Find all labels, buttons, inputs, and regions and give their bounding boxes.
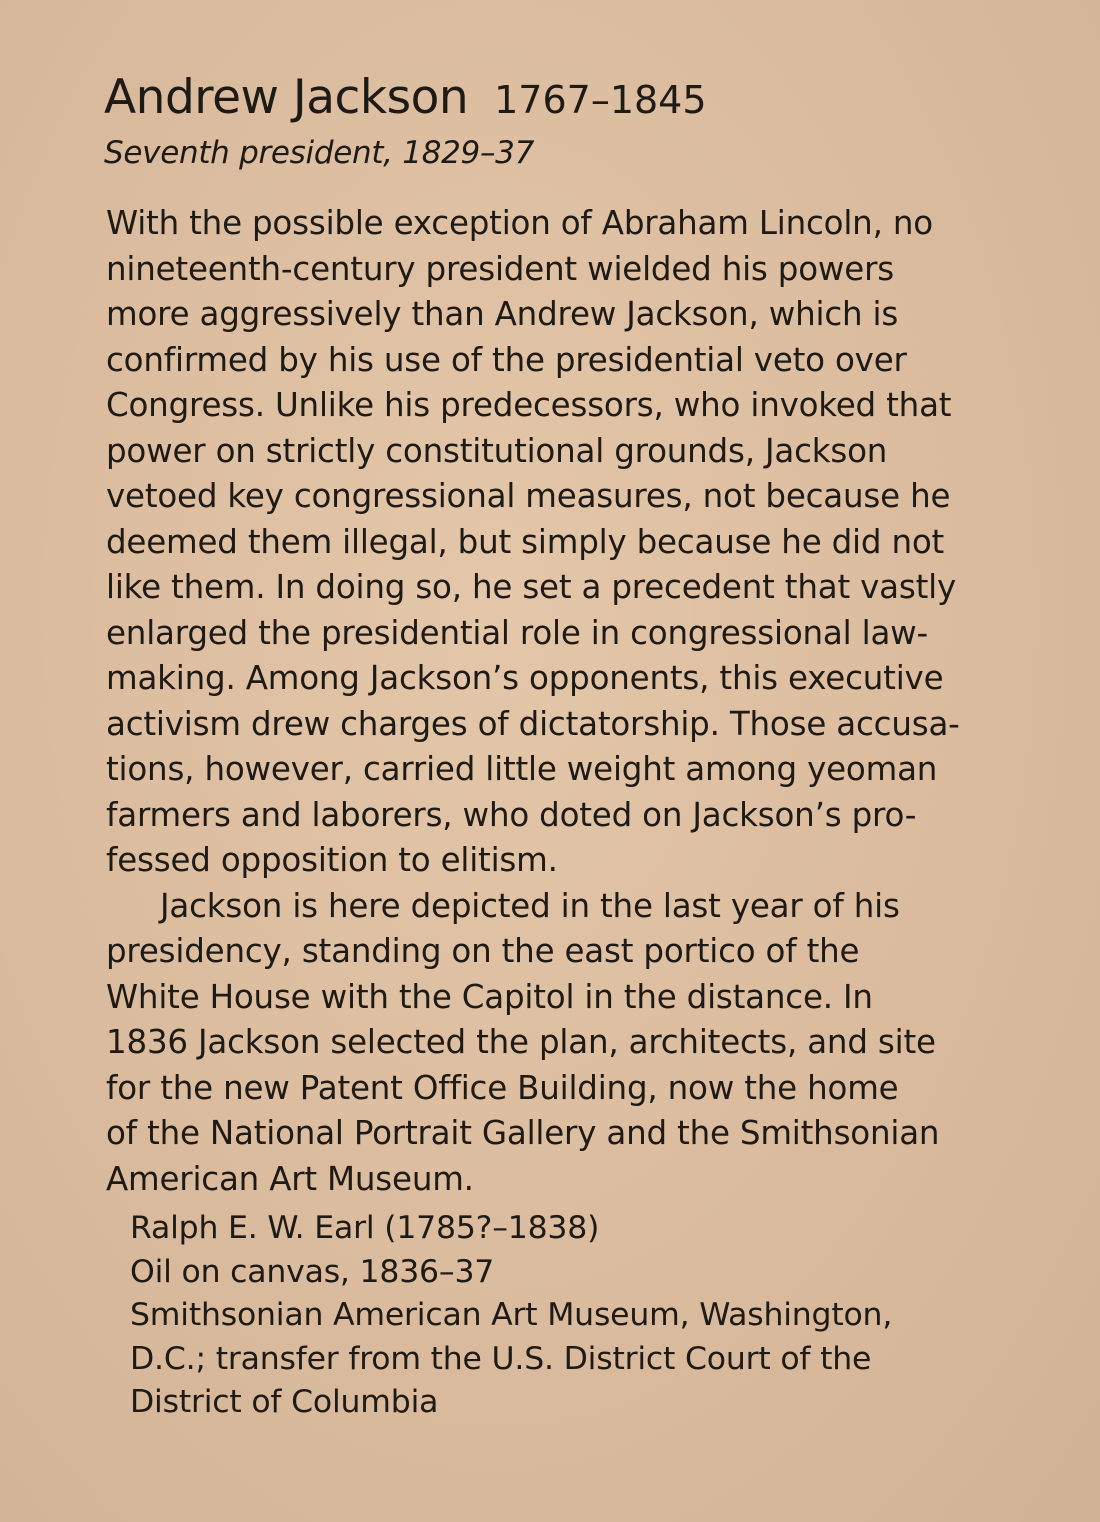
text-line: for the new Patent Office Building, now the home — [106, 1068, 899, 1107]
text-line: nineteenth-century president wielded his powers — [106, 249, 894, 288]
artist-credit: Ralph E. W. Earl (1785?–1838) — [130, 1210, 600, 1246]
text-line: activism drew charges of dictatorship. Those accusa- — [106, 704, 960, 743]
text-line: power on strictly constitutional grounds, Jackson — [106, 431, 888, 470]
text-line: 1836 Jackson selected the plan, architects, and site — [106, 1023, 936, 1061]
text-line: tions, however, carried little weight among yeoman — [106, 750, 938, 788]
paragraph-2 — [106, 884, 996, 1203]
label-heading — [104, 70, 707, 126]
text-line: vetoed key congressional measures, not because he — [106, 477, 951, 515]
text-line: confirmed by his use of the presidential veto over — [106, 340, 907, 379]
text-line: making. Among Jackson’s opponents, this executive — [106, 659, 944, 697]
text-line: With the possible exception of Abraham Lincoln, no — [106, 204, 933, 242]
artwork-credits — [130, 1207, 892, 1425]
text-line: White House with the Capitol in the distance. In — [106, 977, 873, 1016]
text-line: farmers and laborers, who doted on Jackson’s pro- — [106, 795, 917, 834]
text-line: Congress. Unlike his predecessors, who invoked that — [106, 386, 952, 424]
text-line: American Art Museum. — [106, 1159, 474, 1198]
sitter-name: Andrew Jackson — [104, 70, 469, 125]
paragraph-1 — [106, 201, 996, 884]
text-line: enlarged the presidential role in congressional law- — [106, 613, 929, 652]
sitter-life-dates: 1767–1845 — [494, 78, 707, 122]
text-line: like them. In doing so, he set a precedent that vastly — [106, 568, 957, 606]
text-line: presidency, standing on the east portico of the — [106, 932, 860, 970]
text-line: of the National Portrait Gallery and the Smithsonian — [106, 1114, 940, 1152]
label-subtitle: Seventh president, 1829–37 — [104, 135, 535, 171]
collection-credit: D.C.; transfer from the U.S. District Court of the — [130, 1340, 872, 1377]
text-line: more aggressively than Andrew Jackson, which is — [106, 295, 899, 333]
text-line: Jackson is here depicted in the last year of his — [160, 886, 900, 925]
label-description — [106, 201, 996, 1202]
medium-date: Oil on canvas, 1836–37 — [130, 1253, 495, 1290]
collection-credit: Smithsonian American Art Museum, Washington, — [130, 1297, 893, 1333]
text-line: fessed opposition to elitism. — [106, 841, 558, 879]
collection-credit: District of Columbia — [130, 1384, 439, 1420]
text-line: deemed them illegal, but simply because he did not — [106, 522, 945, 561]
